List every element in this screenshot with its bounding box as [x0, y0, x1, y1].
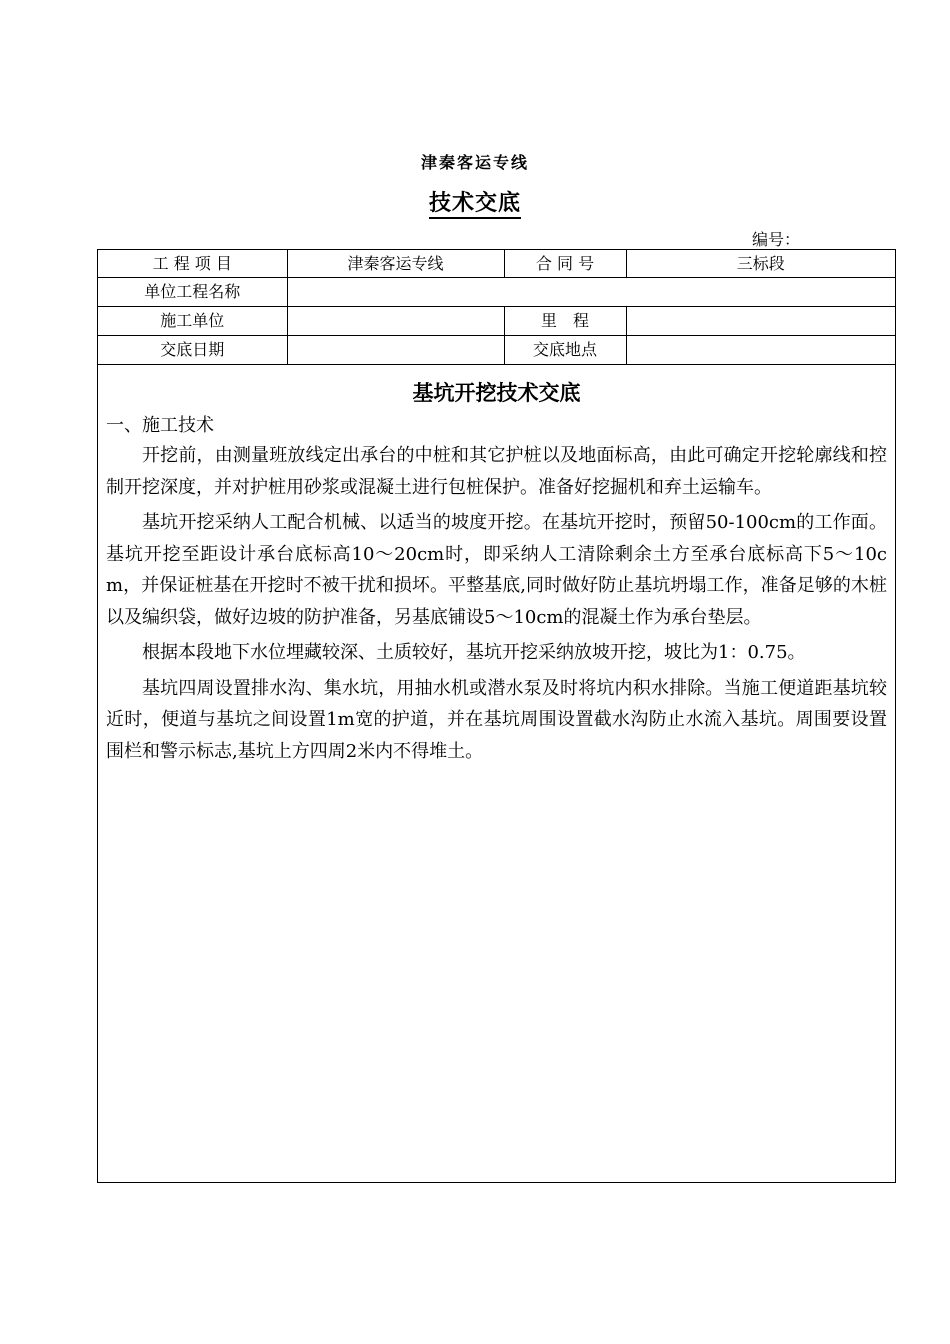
- value-disclosure-location: [626, 336, 895, 365]
- section-title: 基坑开挖技术交底: [412, 381, 581, 405]
- serial-number-label: 编号：: [752, 230, 801, 249]
- label-mileage: 里 程: [504, 307, 626, 336]
- paragraph: 基坑开挖采纳人工配合机械、以适当的坡度开挖。在基坑开挖时，预留50-100cm的工作面。基坑开挖至距设计承台底标高10～20cm时，即采纳人工清除剩余土方至承台底标高下5～10cm，并保证桩基在开挖时不被干扰和损坏。平整基底,同时做好防止基坑坍塌工作，准备足够的木桩以及编织袋，做好边坡的防护准备，另基底铺设5～10cm的混凝土作为承台垫层。: [106, 512, 887, 628]
- label-unit-project-name: 单位工程名称: [98, 278, 287, 307]
- info-row-unit-project: [98, 278, 895, 307]
- value-unit-project-name: [287, 278, 895, 307]
- project-line: 津秦客运专线: [420, 153, 529, 172]
- document-title: [0, 186, 950, 217]
- disclosure-form: [97, 249, 896, 1183]
- info-table: [98, 250, 895, 365]
- info-row-construction-unit: [98, 307, 895, 336]
- disclosure-content: [98, 377, 895, 767]
- paragraph: 开挖前，由测量班放线定出承台的中桩和其它护桩以及地面标高，由此可确定开挖轮廓线和控制开挖深度，并对护桩用砂浆或混凝土进行包桩保护。准备好挖掘机和弃土运输车。: [106, 445, 887, 498]
- label-construction-unit: 施工单位: [98, 307, 287, 336]
- label-project: 工 程 项 目: [98, 250, 287, 278]
- value-mileage: [626, 307, 895, 336]
- value-contract-no: 三标段: [626, 250, 895, 278]
- value-disclosure-date: [287, 336, 504, 365]
- paragraph: 基坑四周设置排水沟、集水坑，用抽水机或潜水泵及时将坑内积水排除。当施工便道距基坑较近时，便道与基坑之间设置1m宽的护道，并在基坑周围设置截水沟防止水流入基坑。周围要设置围栏和警示标志,基坑上方四周2米内不得堆土。: [106, 677, 887, 762]
- label-contract-no: 合 同 号: [504, 250, 626, 278]
- label-disclosure-date: 交底日期: [98, 336, 287, 365]
- paragraph: 根据本段地下水位埋藏较深、土质较好，基坑开挖采纳放坡开挖，坡比为1：0.75。: [142, 642, 806, 663]
- document-title-text: 技术交底: [429, 191, 521, 219]
- value-project: 津秦客运专线: [287, 250, 504, 278]
- label-disclosure-location: 交底地点: [504, 336, 626, 365]
- section-heading: 一、施工技术: [106, 415, 214, 436]
- info-row-date-location: [98, 336, 895, 365]
- value-construction-unit: [287, 307, 504, 336]
- info-row-project: [98, 250, 895, 278]
